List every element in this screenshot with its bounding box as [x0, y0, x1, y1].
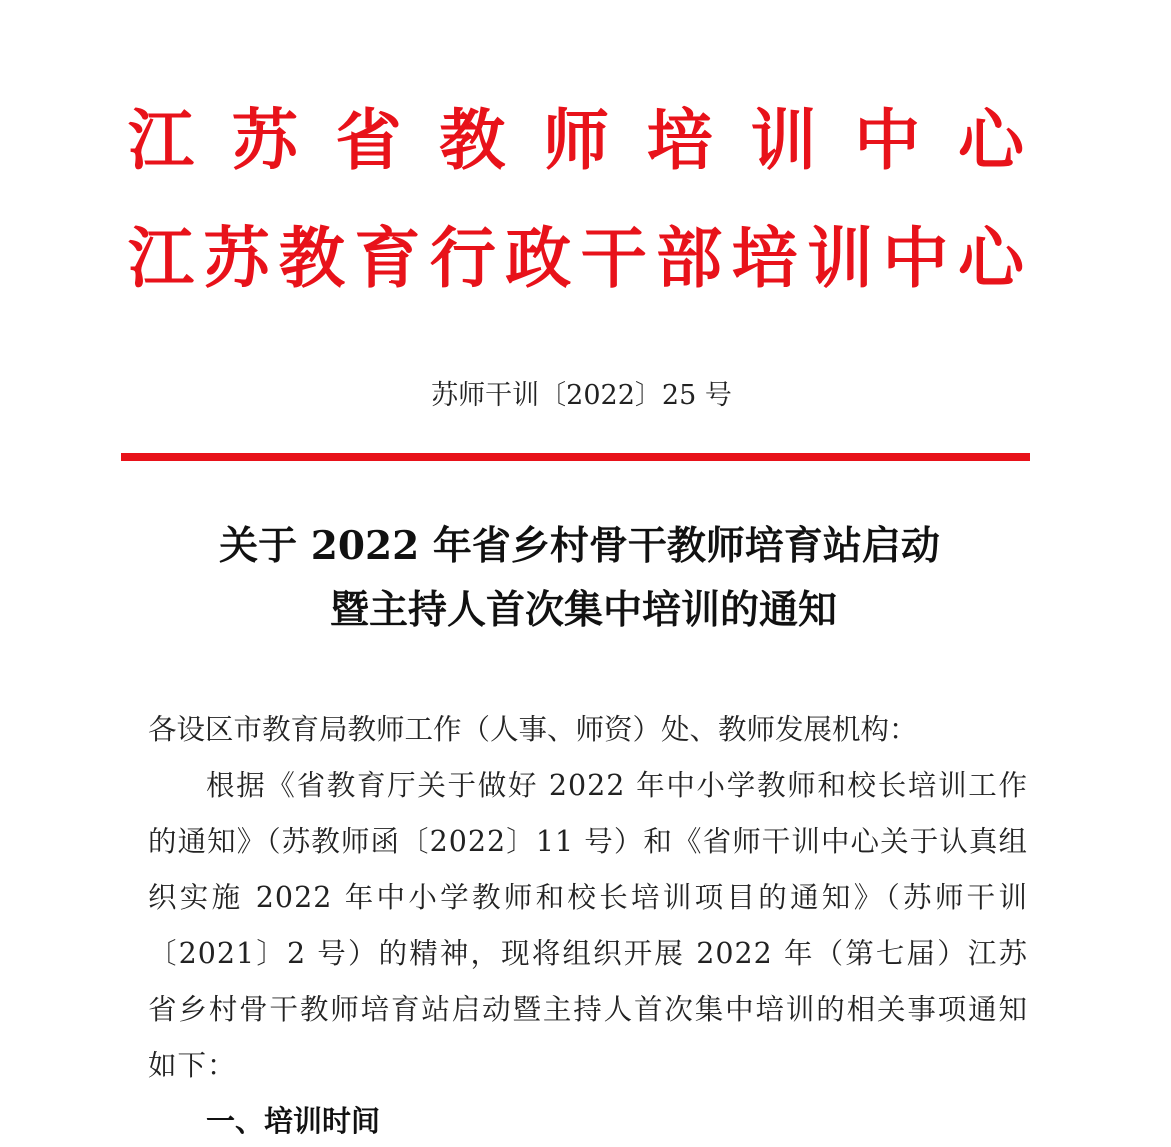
issuer-name-line-1: 江 苏 省 教 师 培 训 中 心 [128, 102, 1024, 179]
document-number: 苏师干训〔2022〕25 号 [431, 380, 732, 411]
issuer-name-line-2: 江苏教育行政干部培训中心 [128, 220, 1024, 297]
section-heading-training-time: 一、培训时间 [206, 1104, 381, 1138]
red-header-divider [121, 453, 1030, 461]
document-title-line-1: 关于 2022 年省乡村骨干教师培育站启动 [219, 523, 940, 569]
body-paragraph: 根据《省教育厅关于做好 2022 年中小学教师和校长培训工作的通知》（苏教师函〔2022〕11 号）和《省师干训中心关于认真组织实施 2022 年中小学教师和校长培训项目的通知》（苏师干训〔2021〕2 号）的精神，现将组织开展 2022 年（第七届）江苏省乡村骨干教师培育站启动暨主持人首次集中培训的相关事项通知如下： [148, 769, 1028, 1082]
document-title-line-2: 暨主持人首次集中培训的通知 [329, 587, 837, 633]
salutation: 各设区市教育局教师工作（人事、师资）处、教师发展机构： [148, 713, 918, 746]
